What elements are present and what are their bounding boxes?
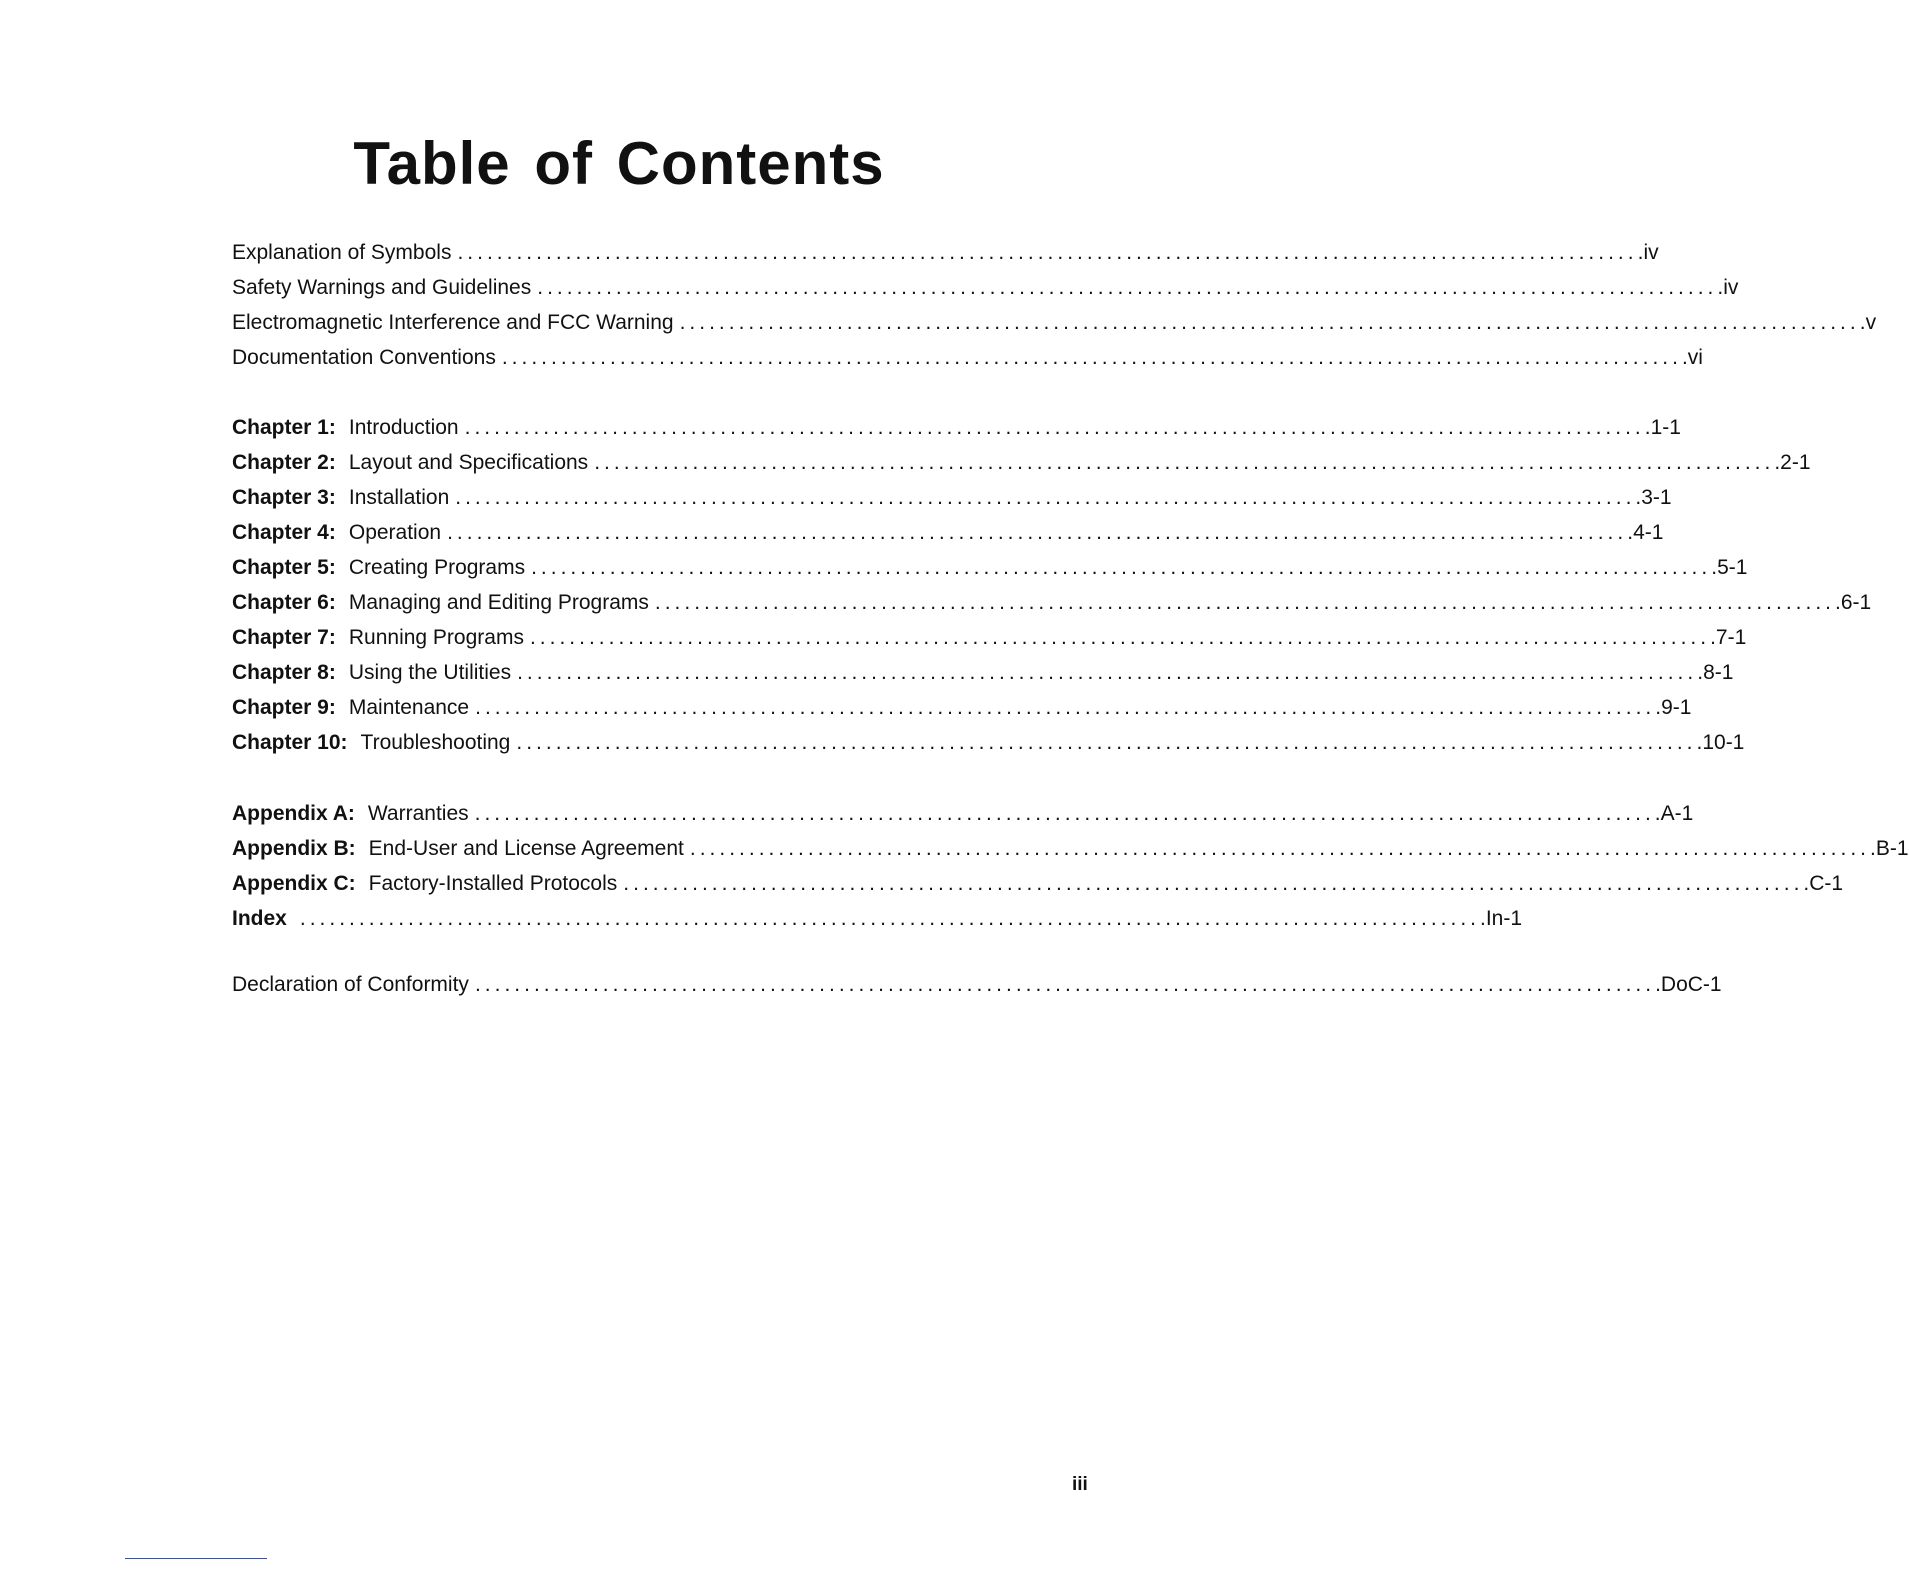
- page-title: Table of Contents: [353, 130, 885, 197]
- toc-entry-page: .7-1: [1710, 626, 1747, 649]
- dot-leader: ........................................................................................................................: [474, 973, 1656, 996]
- toc-entry[interactable]: [232, 550, 1748, 585]
- dot-leader: ........................................................................................................................: [299, 907, 1480, 930]
- toc-entry-title: Layout and Specifications: [348, 451, 589, 474]
- toc-entry-label: Appendix C:: [232, 872, 356, 895]
- dot-leader: ........................................................................................................................: [474, 802, 1655, 825]
- toc-entry-title: Managing and Editing Programs: [348, 591, 649, 614]
- toc-entry[interactable]: [232, 725, 1745, 760]
- toc-entry-title: Safety Warnings and Guidelines: [232, 276, 532, 299]
- toc-entry-label: Chapter 9:: [232, 696, 336, 719]
- toc-entry-page: .5-1: [1711, 556, 1748, 579]
- toc-entry-title: Operation: [348, 521, 442, 544]
- toc-entry-label: Chapter 3:: [232, 486, 336, 509]
- toc-entry[interactable]: [232, 866, 1844, 901]
- toc-entry[interactable]: [232, 235, 1659, 270]
- dot-leader: ........................................................................................................................: [531, 556, 1712, 579]
- toc-entry-title: End-User and License Agreement: [368, 837, 684, 860]
- toc-entry-title: Maintenance: [348, 696, 470, 719]
- toc-entry[interactable]: [232, 340, 1703, 375]
- toc-entry-page: .1-1: [1644, 416, 1681, 439]
- toc-entry-title: Documentation Conventions: [232, 346, 496, 369]
- toc-entry[interactable]: [232, 901, 1523, 936]
- toc-entry[interactable]: [232, 445, 1811, 480]
- toc-entry-label: Chapter 1:: [232, 416, 336, 439]
- dot-leader: ........................................................................................................................: [501, 346, 1682, 369]
- toc-entry-page: .iv: [1637, 241, 1659, 264]
- dot-leader: ........................................................................................................................: [529, 626, 1711, 649]
- dot-leader: ........................................................................................................................: [654, 591, 1836, 614]
- toc-entry-page: .B-1: [1870, 837, 1909, 860]
- dot-leader: ........................................................................................................................: [537, 276, 1718, 299]
- toc-entry-label: Appendix A:: [232, 802, 355, 825]
- page-number: iii: [1072, 1474, 1088, 1495]
- toc-entry-page: .10-1: [1696, 731, 1745, 754]
- toc-entry-label: Chapter 8:: [232, 661, 336, 684]
- toc-entry-page: .6-1: [1835, 591, 1872, 614]
- toc-entry-page: .3-1: [1635, 486, 1672, 509]
- toc-entry-page: .9-1: [1655, 696, 1692, 719]
- dot-leader: ........................................................................................................................: [517, 661, 1698, 684]
- dot-leader: ........................................................................................................................: [516, 731, 1697, 754]
- dot-leader: ........................................................................................................................: [623, 872, 1804, 895]
- toc-entry-title: Using the Utilities: [348, 661, 512, 684]
- toc-entry[interactable]: [232, 270, 1739, 305]
- toc-entry-page: .v: [1859, 311, 1877, 334]
- dot-leader: ........................................................................................................................: [594, 451, 1775, 474]
- toc-entry-label: Chapter 2:: [232, 451, 336, 474]
- toc-entry[interactable]: [232, 410, 1681, 445]
- toc-entry-title: Introduction: [348, 416, 459, 439]
- toc-entry[interactable]: [232, 585, 1872, 620]
- toc-front-matter: [232, 235, 1877, 375]
- toc-entry[interactable]: [232, 831, 1909, 866]
- toc-appendices: [232, 796, 1909, 936]
- toc-entry-label: Index: [232, 907, 287, 930]
- toc-entry-title: Explanation of Symbols: [232, 241, 452, 264]
- toc-entry-page: .In-1: [1480, 907, 1523, 930]
- toc-entry-page: .4-1: [1627, 521, 1664, 544]
- toc-entry[interactable]: [232, 967, 1722, 1002]
- footer-rule: [125, 1558, 267, 1559]
- dot-leader: ........................................................................................................................: [447, 521, 1628, 544]
- toc-declaration: [232, 967, 1722, 1002]
- toc-entry-page: .A-1: [1654, 802, 1694, 825]
- toc-entry-title: Running Programs: [348, 626, 524, 649]
- toc-entry[interactable]: [232, 480, 1672, 515]
- toc-entry[interactable]: [232, 655, 1734, 690]
- toc-entry-label: Chapter 7:: [232, 626, 336, 649]
- toc-entry-title: Troubleshooting: [360, 731, 511, 754]
- toc-entry-label: Chapter 10:: [232, 731, 348, 754]
- toc-entry-title: Electromagnetic Interference and FCC Warning: [232, 311, 674, 334]
- toc-entry[interactable]: [232, 690, 1692, 725]
- toc-entry-label: Chapter 4:: [232, 521, 336, 544]
- dot-leader: ........................................................................................................................: [689, 837, 1870, 860]
- toc-entry-label: Chapter 5:: [232, 556, 336, 579]
- dot-leader: ........................................................................................................................: [457, 241, 1638, 264]
- toc-entry[interactable]: [232, 305, 1877, 340]
- toc-entry-title: Installation: [348, 486, 450, 509]
- dot-leader: ........................................................................................................................: [455, 486, 1636, 509]
- dot-leader: ........................................................................................................................: [464, 416, 1645, 439]
- toc-entry-title: Declaration of Conformity: [232, 973, 469, 996]
- toc-entry-page: .iv: [1717, 276, 1739, 299]
- toc-entry-title: Creating Programs: [348, 556, 526, 579]
- toc-entry-page: .vi: [1681, 346, 1703, 369]
- toc-entry[interactable]: [232, 515, 1664, 550]
- toc-entry[interactable]: [232, 620, 1747, 655]
- dot-leader: ........................................................................................................................: [679, 311, 1860, 334]
- toc-entry-label: Appendix B:: [232, 837, 356, 860]
- toc-entry-page: .C-1: [1803, 872, 1844, 895]
- toc-entry-page: .2-1: [1774, 451, 1811, 474]
- toc-entry-page: .8-1: [1697, 661, 1734, 684]
- toc-entry-label: Chapter 6:: [232, 591, 336, 614]
- toc-entry[interactable]: [232, 796, 1694, 831]
- toc-entry-title: Factory-Installed Protocols: [368, 872, 618, 895]
- toc-chapters: [232, 410, 1872, 760]
- dot-leader: ........................................................................................................................: [475, 696, 1656, 719]
- toc-entry-page: .DoC-1: [1655, 973, 1722, 996]
- toc-entry-title: Warranties: [367, 802, 469, 825]
